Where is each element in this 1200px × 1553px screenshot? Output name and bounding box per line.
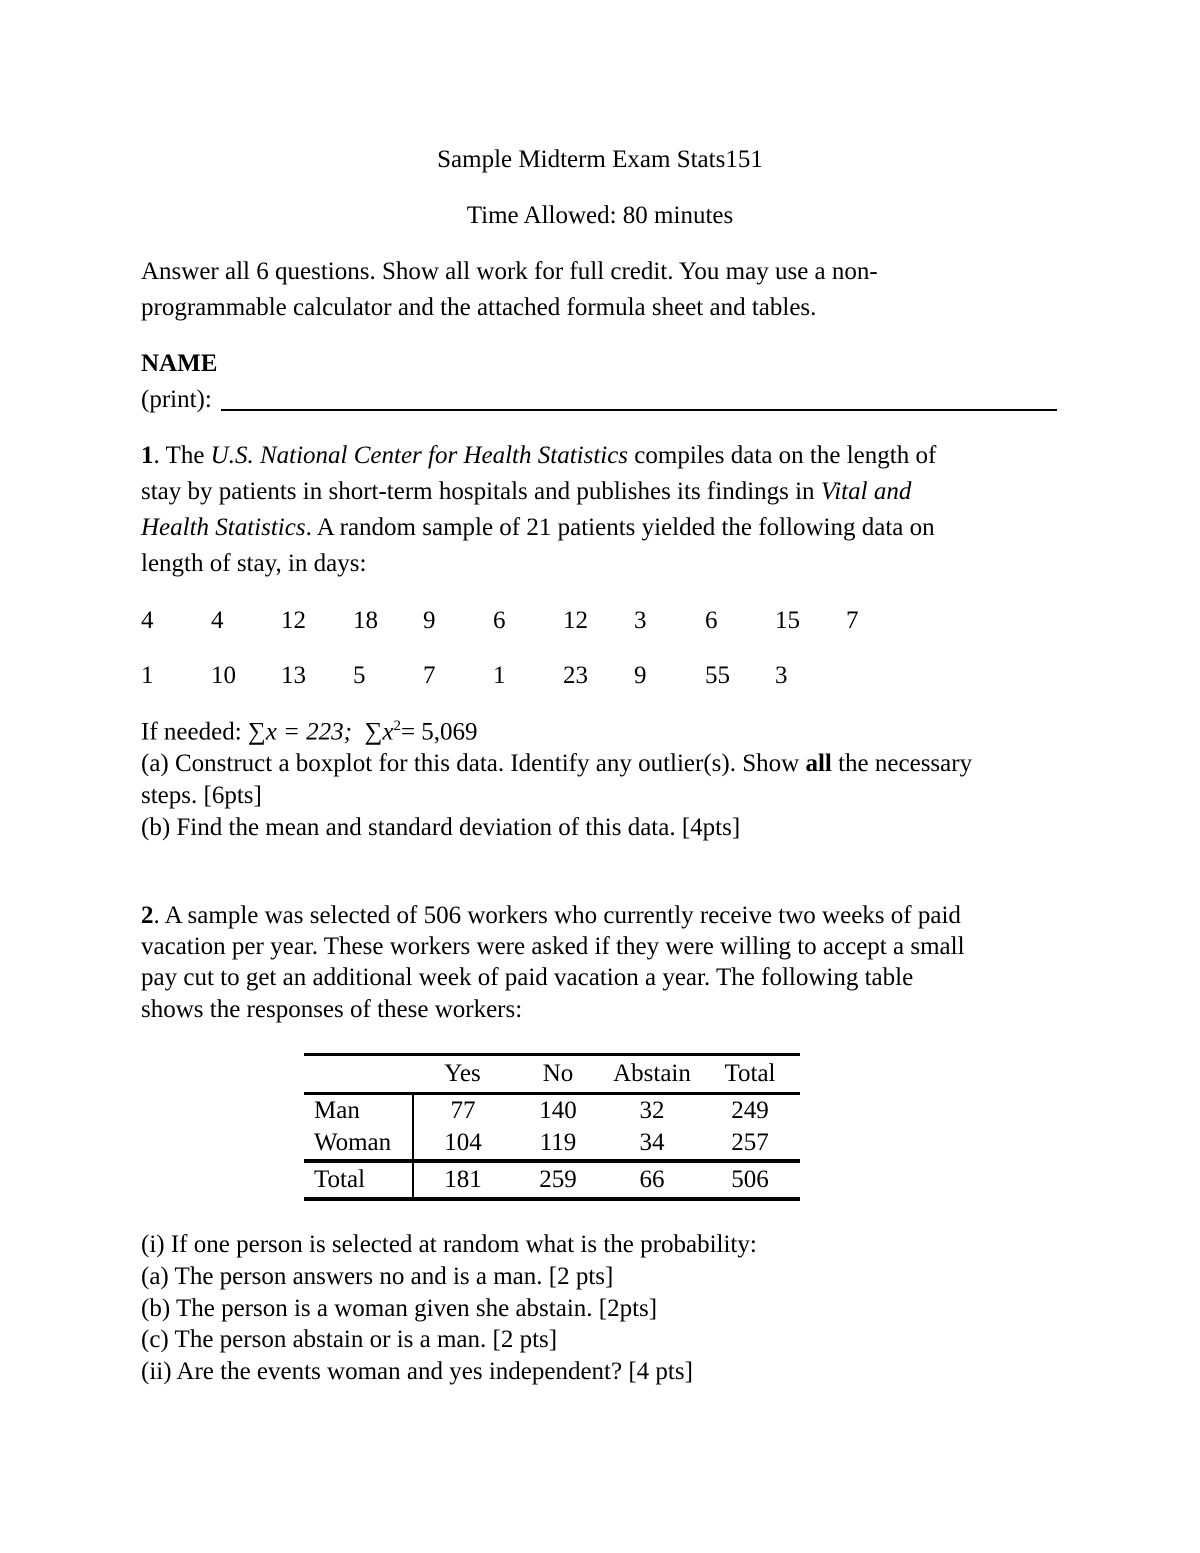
row-label: Total <box>304 1161 413 1199</box>
q1-part-a-text: the necessary <box>831 750 973 777</box>
q1-part-a-text: (a) Construct a boxplot for this data. Identify any outlier(s). Show <box>141 750 806 777</box>
table-cell: 104 <box>444 1129 482 1156</box>
data-value: 7 <box>846 607 859 634</box>
data-value: 7 <box>423 662 436 689</box>
q1-part-a <box>141 750 972 778</box>
q1-publication: Vital and <box>820 478 912 505</box>
data-value: 4 <box>141 607 154 634</box>
q1-line-4: length of stay, in days: <box>141 550 367 577</box>
data-value: 4 <box>211 607 224 634</box>
sum-x2-exponent: 2 <box>393 718 401 734</box>
if-needed-label: If needed: <box>141 718 248 746</box>
table-cell: 249 <box>700 1094 800 1128</box>
print-label: (print): <box>141 386 212 413</box>
data-value: 15 <box>775 607 800 634</box>
col-header: Yes <box>413 1055 512 1094</box>
sum-x: ∑x = 223; <box>247 718 353 746</box>
data-value: 3 <box>775 662 788 689</box>
q1-line-1 <box>141 442 936 470</box>
q2-part-ii: (ii) Are the events woman and yes independent? [4 pts] <box>141 1358 693 1385</box>
data-value: 1 <box>141 662 154 689</box>
table-cell: 257 <box>731 1129 769 1156</box>
data-value: 6 <box>493 607 506 634</box>
data-value: 9 <box>634 662 647 689</box>
data-value: 5 <box>353 662 366 689</box>
sum-x2: ∑x <box>364 718 394 746</box>
table-header-row <box>304 1055 800 1094</box>
q1-part-a-emphasis: all <box>805 750 832 777</box>
exam-title: Sample Midterm Exam Stats151 <box>437 146 763 173</box>
q2-line-3: pay cut to get an additional week of paid vacation a year. The following table <box>141 964 914 991</box>
q1-part-a-line-2: steps. [6pts] <box>141 782 262 809</box>
q2-line-4: shows the responses of these workers: <box>141 996 523 1023</box>
data-value: 10 <box>211 662 236 689</box>
q1-publication: Health Statistics <box>141 514 306 541</box>
name-input-line[interactable] <box>221 409 1057 411</box>
q1-line-3 <box>141 514 935 542</box>
q2-part-a: (a) The person answers no and is a man. [2 pts] <box>141 1263 614 1290</box>
q2-part-c: (c) The person abstain or is a man. [2 pts] <box>141 1326 558 1353</box>
col-header: Abstain <box>604 1055 700 1094</box>
q1-line-2 <box>141 478 911 506</box>
table-cell: 34 <box>639 1129 665 1156</box>
table-cell: 140 <box>512 1094 604 1128</box>
data-value: 1 <box>493 662 506 689</box>
table-cell: 32 <box>604 1094 700 1128</box>
table-cell: 181 <box>413 1161 512 1199</box>
q1-number: 1 <box>141 442 154 469</box>
table-cell: 259 <box>512 1161 604 1199</box>
col-header: Total <box>700 1055 800 1094</box>
data-value: 18 <box>353 607 378 634</box>
q2-number: 2 <box>141 902 154 929</box>
col-header: No <box>512 1055 604 1094</box>
table-corner <box>304 1055 413 1094</box>
table-cell: 119 <box>539 1129 577 1156</box>
data-value: 3 <box>634 607 647 634</box>
q2-part-i: (i) If one person is selected at random what is the probability: <box>141 1231 757 1258</box>
row-label: Man <box>304 1094 413 1128</box>
table-cell: 506 <box>700 1161 800 1199</box>
q2-line-1 <box>141 902 961 930</box>
q1-source-name: U.S. National Center for Health Statistics <box>210 442 629 469</box>
instructions-line-2: programmable calculator and the attached formula sheet and tables. <box>141 294 817 321</box>
q1-text: compiles data on the length of <box>628 442 937 469</box>
q1-sums <box>141 718 478 746</box>
sum-x2-value: = 5,069 <box>400 718 478 746</box>
data-value: 12 <box>563 607 588 634</box>
data-value: 55 <box>705 662 730 689</box>
q2-line-2: vacation per year. These workers were asked if they were willing to accept a small <box>141 933 965 960</box>
table-row <box>304 1094 800 1128</box>
data-value: 23 <box>563 662 588 689</box>
table-cell: 77 <box>413 1094 512 1128</box>
q2-text: . A sample was selected of 506 workers who currently receive two weeks of paid <box>153 902 961 929</box>
row-label: Woman <box>304 1127 413 1161</box>
q1-text: stay by patients in short-term hospitals and publishes its findings in <box>141 478 821 505</box>
table-row <box>304 1127 800 1161</box>
contingency-table <box>304 1053 800 1201</box>
instructions-line-1: Answer all 6 questions. Show all work for full credit. You may use a non- <box>141 258 878 285</box>
data-value: 6 <box>705 607 718 634</box>
data-value: 12 <box>281 607 306 634</box>
name-label: NAME <box>141 350 218 377</box>
q1-text: . A random sample of 21 patients yielded the following data on <box>305 514 935 541</box>
q1-part-b: (b) Find the mean and standard deviation of this data. [4pts] <box>141 814 741 841</box>
q2-part-b: (b) The person is a woman given she abstain. [2pts] <box>141 1295 658 1322</box>
table-total-row <box>304 1161 800 1199</box>
data-value: 9 <box>423 607 436 634</box>
time-allowed: Time Allowed: 80 minutes <box>466 202 734 229</box>
data-value: 13 <box>281 662 306 689</box>
table-cell: 66 <box>604 1161 700 1199</box>
q1-text: . The <box>153 442 211 469</box>
